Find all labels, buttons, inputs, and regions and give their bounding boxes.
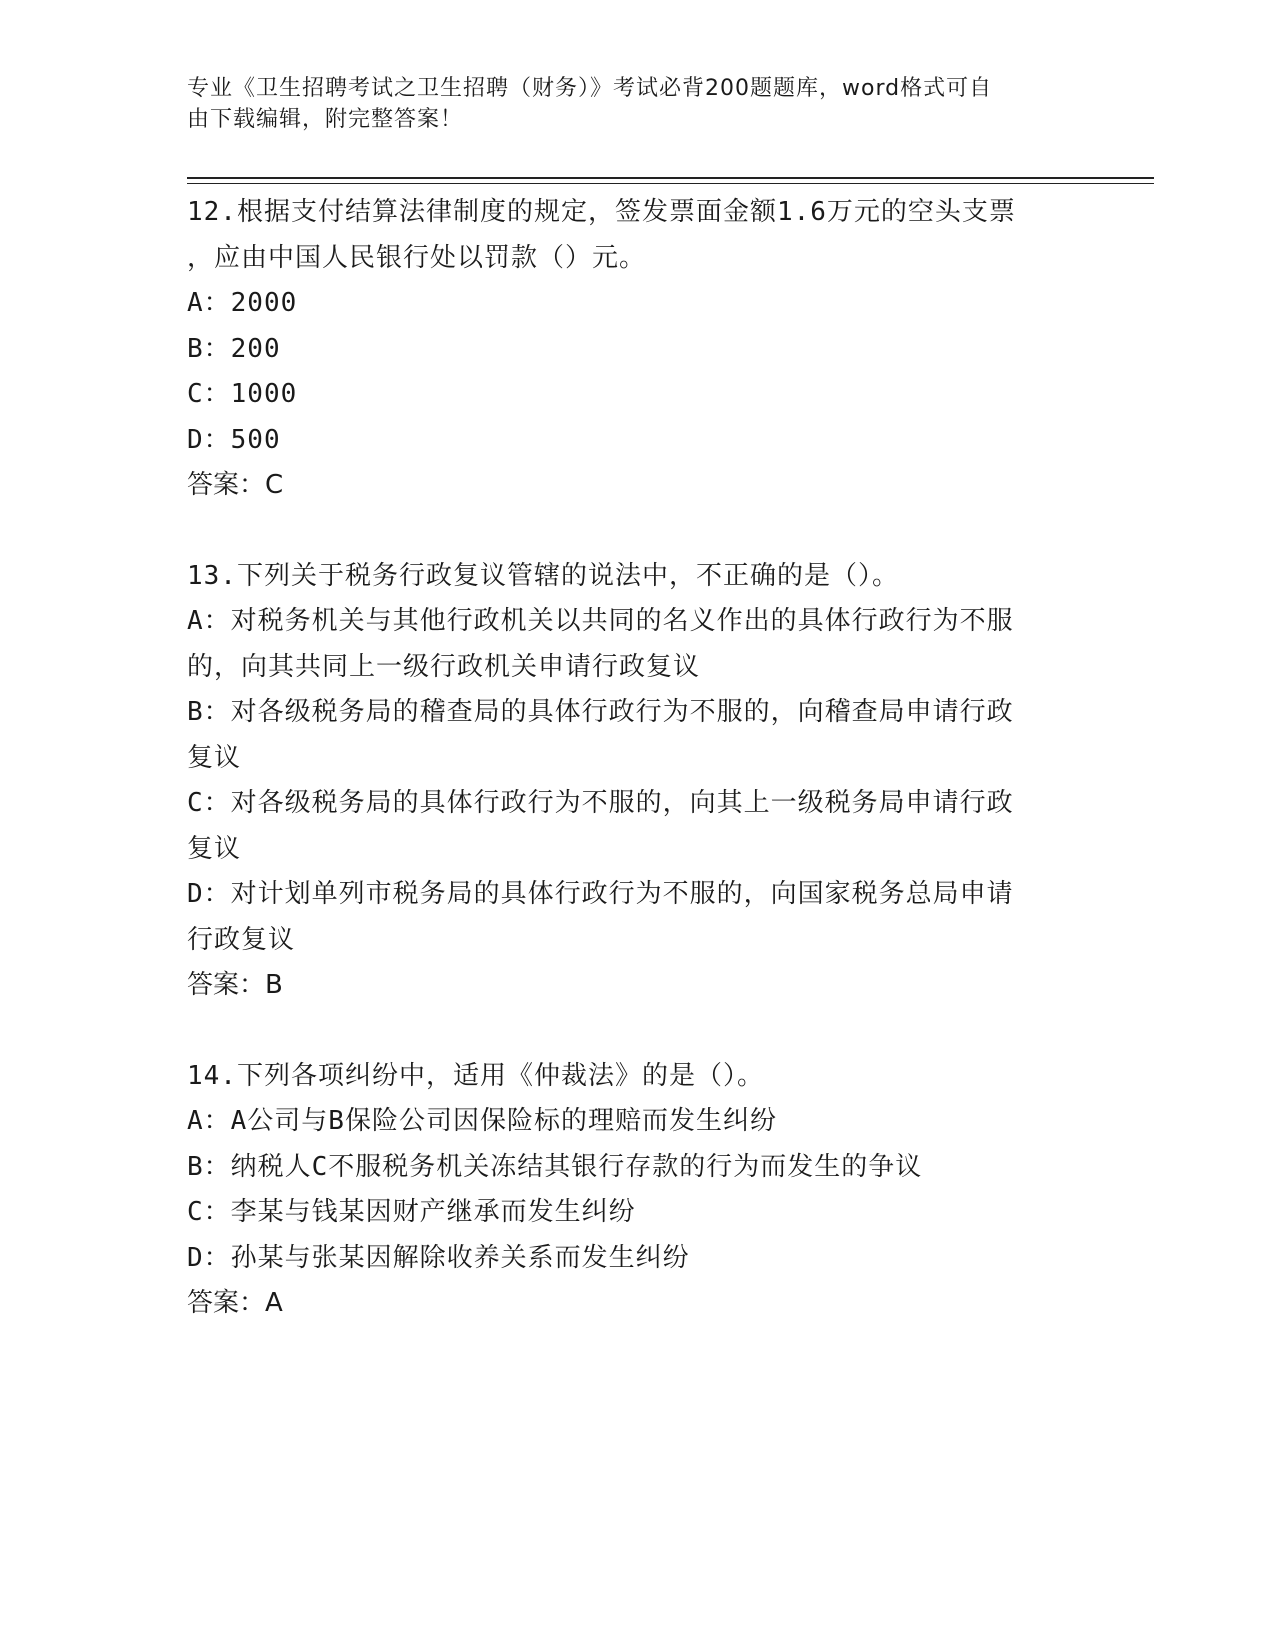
- question-spacer: [187, 1009, 1087, 1054]
- header-line-2: 由下载编辑，附完整答案！: [187, 107, 464, 132]
- question-stem: 12.根据支付结算法律制度的规定，签发票面金额1.6万元的空头支票: [187, 197, 1016, 227]
- option-d-continued: 行政复议: [187, 924, 296, 955]
- option-a-continued: 的，向其共同上一级行政机关申请行政复议: [187, 651, 701, 682]
- option-b: B：对各级税务局的稽查局的具体行政行为不服的，向稽查局申请行政: [187, 697, 1014, 727]
- question-12: [187, 190, 1087, 509]
- option-a: A：2000: [187, 288, 298, 318]
- answer-label: 答案：A: [187, 1288, 283, 1318]
- option-d: D：对计划单列市税务局的具体行政行为不服的，向国家税务总局申请: [187, 879, 1014, 909]
- question-stem-continued: ，应由中国人民银行处以罚款（）元。: [187, 242, 647, 273]
- question-stem: 13.下列关于税务行政复议管辖的说法中，不正确的是（）。: [187, 560, 899, 591]
- option-b: B：200: [187, 333, 281, 364]
- option-c-continued: 复议: [187, 833, 242, 864]
- option-b-continued: 复议: [187, 742, 242, 773]
- header-divider-thin: [187, 183, 1154, 184]
- header-line-1: 专业《卫生招聘考试之卫生招聘（财务）》考试必背200题题库，word格式可自: [187, 76, 993, 101]
- option-c: C：李某与钱某因财产继承而发生纠纷: [187, 1197, 636, 1227]
- option-c: C：1000: [187, 379, 298, 409]
- header-divider-thick: [187, 177, 1154, 179]
- question-14: [187, 1054, 1087, 1327]
- option-a: A：对税务机关与其他行政机关以共同的名义作出的具体行政行为不服: [187, 606, 1014, 636]
- question-stem: 14.下列各项纠纷中，适用《仲裁法》的是（）。: [187, 1060, 764, 1091]
- answer-label: 答案：B: [187, 970, 283, 1000]
- question-13: [187, 554, 1087, 1009]
- option-d: D：孙某与张某因解除收养关系而发生纠纷: [187, 1242, 690, 1273]
- answer-label: 答案：C: [187, 470, 284, 500]
- option-c: C：对各级税务局的具体行政行为不服的，向其上一级税务局申请行政: [187, 788, 1014, 818]
- option-a: A：A公司与B保险公司因保险标的理赔而发生纠纷: [187, 1106, 777, 1136]
- option-b: B：纳税人C不服税务机关冻结其银行存款的行为而发生的争议: [187, 1151, 923, 1182]
- question-spacer: [187, 509, 1087, 554]
- document-header: [187, 73, 1067, 135]
- question-list: [187, 190, 1087, 1327]
- option-d: D：500: [187, 424, 281, 455]
